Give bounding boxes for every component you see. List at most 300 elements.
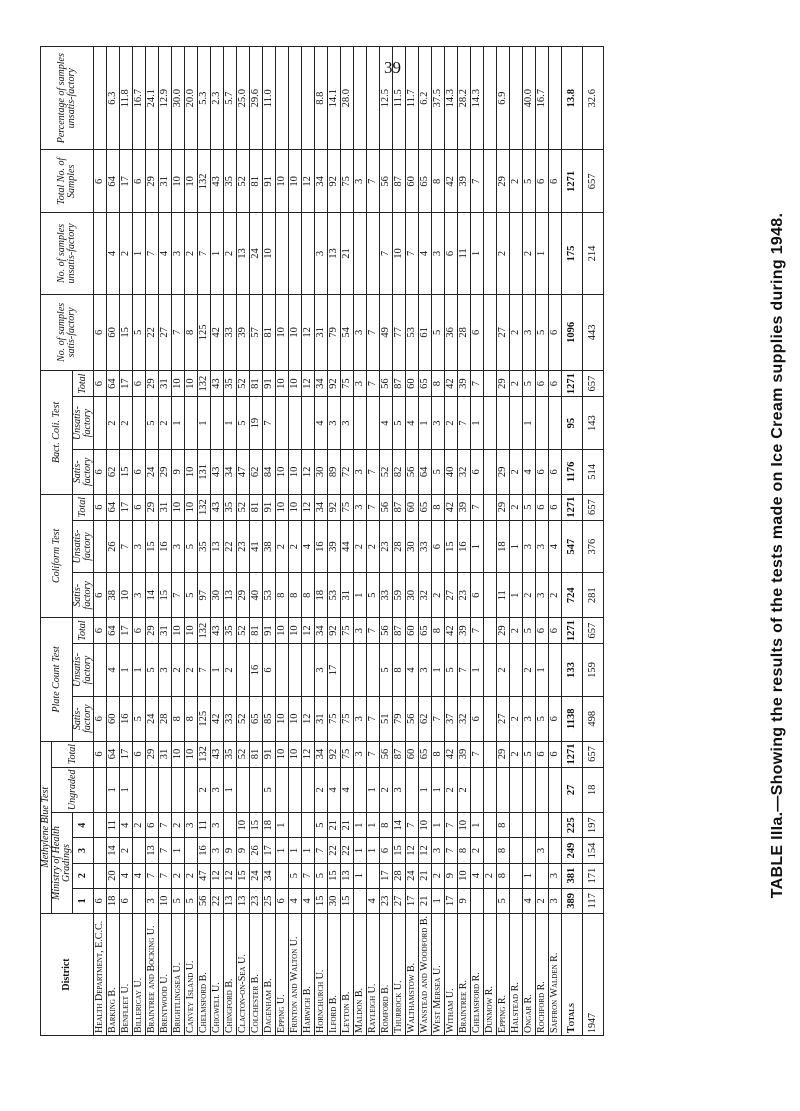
cell-g1: 5 bbox=[172, 888, 185, 913]
cell-pt: 1271 bbox=[562, 618, 583, 644]
cell-ct: 65 bbox=[419, 494, 432, 520]
cell-bt: 35 bbox=[224, 371, 237, 397]
cell-bs: 24 bbox=[146, 450, 159, 495]
cell-g1: 1 bbox=[432, 888, 445, 913]
district-name bbox=[120, 913, 133, 1035]
cell-nt: 42 bbox=[445, 150, 458, 213]
district-name bbox=[107, 913, 120, 1035]
cell-ug bbox=[471, 767, 484, 813]
cell-cs: 97 bbox=[198, 573, 211, 618]
cell-pt: 12 bbox=[302, 618, 315, 644]
table-row bbox=[198, 47, 211, 1036]
cell-g1: 4 bbox=[302, 888, 315, 913]
cell-pu bbox=[367, 644, 380, 697]
cell-bs: 6 bbox=[471, 450, 484, 495]
cell-ug bbox=[172, 767, 185, 813]
cell-ug: 4 bbox=[341, 767, 354, 813]
cell-bu: 7 bbox=[263, 397, 276, 450]
cell-nt: 6 bbox=[536, 150, 549, 213]
cell-nu: 3 bbox=[432, 213, 445, 294]
cell-ct: 6 bbox=[133, 494, 146, 520]
cell-nt: 6 bbox=[549, 150, 562, 213]
district-label: West Mersea U. bbox=[432, 965, 443, 1033]
cell-bt: 17 bbox=[120, 371, 133, 397]
cell-g3: 9 bbox=[237, 838, 250, 863]
cell-g3: 22 bbox=[341, 838, 354, 863]
cell-nt: 6 bbox=[133, 150, 146, 213]
cell-bt: 6 bbox=[549, 371, 562, 397]
cell-ug bbox=[510, 767, 523, 813]
cell-pt: 65 bbox=[419, 618, 432, 644]
district-label: Leyton B. bbox=[341, 991, 352, 1033]
cell-bs: 34 bbox=[224, 450, 237, 495]
cell-pt: 56 bbox=[380, 618, 393, 644]
cell-pu: 5 bbox=[146, 644, 159, 697]
cell-bu bbox=[484, 397, 497, 450]
cell-nu: 1 bbox=[536, 213, 549, 294]
cell-g3 bbox=[133, 838, 146, 863]
cell-ct: 2 bbox=[510, 494, 523, 520]
cell-bt: 657 bbox=[583, 371, 604, 397]
cell-bt: 43 bbox=[211, 371, 224, 397]
cell-bu bbox=[497, 397, 510, 450]
cell-g4 bbox=[510, 813, 523, 838]
cell-bu: 1 bbox=[198, 397, 211, 450]
cell-bs: 6 bbox=[536, 450, 549, 495]
cell-ps: 33 bbox=[224, 696, 237, 741]
cell-pu: 159 bbox=[583, 644, 604, 697]
cell-cs: 13 bbox=[224, 573, 237, 618]
cell-t: 92 bbox=[328, 741, 341, 767]
cell-g2: 15 bbox=[328, 863, 341, 888]
cell-g1: 23 bbox=[250, 888, 263, 913]
table-row bbox=[354, 47, 367, 1036]
cell-nu bbox=[549, 213, 562, 294]
cell-pc: 6.2 bbox=[419, 47, 432, 150]
cell-ns bbox=[484, 294, 497, 370]
cell-pt: 6 bbox=[549, 618, 562, 644]
table-row bbox=[510, 47, 523, 1036]
cell-ct: 87 bbox=[393, 494, 406, 520]
district-name bbox=[380, 913, 393, 1035]
cell-bu: 5 bbox=[237, 397, 250, 450]
cell-pu: 3 bbox=[419, 644, 432, 697]
cell-cu: 22 bbox=[224, 520, 237, 573]
cell-cu: 39 bbox=[328, 520, 341, 573]
cell-pt: 8 bbox=[432, 618, 445, 644]
district-label: Harwich B. bbox=[302, 986, 313, 1033]
cell-ps: 498 bbox=[583, 696, 604, 741]
cell-g1: 3 bbox=[146, 888, 159, 913]
district-label: Chingford B. bbox=[224, 978, 235, 1033]
cell-g3: 7 bbox=[445, 838, 458, 863]
cell-bs: 6 bbox=[549, 450, 562, 495]
cell-g2: 17 bbox=[380, 863, 393, 888]
cell-pu: 5 bbox=[445, 644, 458, 697]
cell-cu: 23 bbox=[237, 520, 250, 573]
cell-ug: 2 bbox=[445, 767, 458, 813]
cell-bs: 5 bbox=[432, 450, 445, 495]
cell-bt: 10 bbox=[185, 371, 198, 397]
cell-g4: 8 bbox=[497, 813, 510, 838]
cell-cu: 18 bbox=[497, 520, 510, 573]
cell-nt: 7 bbox=[367, 150, 380, 213]
cell-bu: 3 bbox=[341, 397, 354, 450]
cell-g3: 1 bbox=[172, 838, 185, 863]
cell-ug: 1 bbox=[107, 767, 120, 813]
table-caption: TABLE IIIa.—Showing the results of the tests made on Ice Cream supplies during 1948. bbox=[769, 212, 786, 899]
cell-ug: 1 bbox=[419, 767, 432, 813]
district-label: Saffron Walden R. bbox=[549, 952, 560, 1033]
cell-bt: 81 bbox=[250, 371, 263, 397]
cell-g4 bbox=[224, 813, 237, 838]
cell-nu: 175 bbox=[562, 213, 583, 294]
cell-cs: 5 bbox=[185, 573, 198, 618]
district-label: Chigwell U. bbox=[211, 982, 222, 1033]
cell-nt: 29 bbox=[497, 150, 510, 213]
cell-pt: 5 bbox=[523, 618, 536, 644]
cell-g4: 15 bbox=[250, 813, 263, 838]
cell-ns: 7 bbox=[367, 294, 380, 370]
cell-ns: 15 bbox=[120, 294, 133, 370]
cell-ct: 10 bbox=[276, 494, 289, 520]
cell-g2: 4 bbox=[471, 863, 484, 888]
cell-g2: 47 bbox=[198, 863, 211, 888]
cell-g1: 117 bbox=[583, 888, 604, 913]
cell-ct: 29 bbox=[497, 494, 510, 520]
cell-g2: 2 bbox=[432, 863, 445, 888]
cell-nt: 29 bbox=[146, 150, 159, 213]
cell-ns: 1096 bbox=[562, 294, 583, 370]
cell-nu: 2 bbox=[120, 213, 133, 294]
district-name bbox=[523, 913, 536, 1035]
cell-g2: 13 bbox=[341, 863, 354, 888]
cell-bs: 29 bbox=[159, 450, 172, 495]
cell-bs: 89 bbox=[328, 450, 341, 495]
cell-nu: 4 bbox=[159, 213, 172, 294]
cell-cs: 8 bbox=[276, 573, 289, 618]
cell-pc: 16.7 bbox=[536, 47, 549, 150]
cell-bs: 82 bbox=[393, 450, 406, 495]
cell-nu: 13 bbox=[237, 213, 250, 294]
cell-bu bbox=[276, 397, 289, 450]
cell-ug bbox=[276, 767, 289, 813]
cell-ct: 35 bbox=[224, 494, 237, 520]
cell-pu bbox=[549, 644, 562, 697]
cell-bu bbox=[185, 397, 198, 450]
cell-ns: 61 bbox=[419, 294, 432, 370]
cell-ct: 17 bbox=[120, 494, 133, 520]
cell-g3: 9 bbox=[224, 838, 237, 863]
cell-ps: 32 bbox=[458, 696, 471, 741]
cell-nu: 21 bbox=[341, 213, 354, 294]
cell-nu: 2 bbox=[224, 213, 237, 294]
cell-ns: 6 bbox=[94, 294, 107, 370]
cell-nt: 64 bbox=[107, 150, 120, 213]
cell-ct: 31 bbox=[159, 494, 172, 520]
district-label: Thurrock U. bbox=[393, 980, 404, 1033]
cell-g1: 4 bbox=[289, 888, 302, 913]
cell-bs: 72 bbox=[341, 450, 354, 495]
cell-nu: 10 bbox=[393, 213, 406, 294]
cell-g1: 4 bbox=[367, 888, 380, 913]
cell-t: 43 bbox=[211, 741, 224, 767]
cell-t: 10 bbox=[289, 741, 302, 767]
cell-pt: 39 bbox=[458, 618, 471, 644]
cell-ct: 64 bbox=[107, 494, 120, 520]
cell-g1: 22 bbox=[211, 888, 224, 913]
cell-t: 52 bbox=[237, 741, 250, 767]
cell-ns: 10 bbox=[289, 294, 302, 370]
cell-bs: 4 bbox=[523, 450, 536, 495]
cell-bt: 132 bbox=[198, 371, 211, 397]
cell-g2: 15 bbox=[237, 863, 250, 888]
cell-ns: 57 bbox=[250, 294, 263, 370]
cell-pc: 14.1 bbox=[328, 47, 341, 150]
cell-nt: 10 bbox=[172, 150, 185, 213]
cell-g3: 3 bbox=[211, 838, 224, 863]
cell-nu bbox=[276, 213, 289, 294]
cell-bu: 143 bbox=[583, 397, 604, 450]
cell-g1: 9 bbox=[458, 888, 471, 913]
cell-cu: 3 bbox=[133, 520, 146, 573]
table-row bbox=[458, 47, 471, 1036]
cell-bu bbox=[367, 397, 380, 450]
district-name bbox=[536, 913, 549, 1035]
cell-bs: 15 bbox=[120, 450, 133, 495]
cell-nt: 91 bbox=[263, 150, 276, 213]
cell-g1: 15 bbox=[315, 888, 328, 913]
cell-nt: 17 bbox=[120, 150, 133, 213]
cell-t: 81 bbox=[250, 741, 263, 767]
cell-pc: 11.5 bbox=[393, 47, 406, 150]
cell-ps: 16 bbox=[120, 696, 133, 741]
district-name bbox=[445, 913, 458, 1035]
plate-unsatisfactory-header: Unsatis-factory bbox=[73, 644, 94, 697]
cell-g2: 34 bbox=[263, 863, 276, 888]
cell-t: 64 bbox=[107, 741, 120, 767]
cell-bs: 3 bbox=[354, 450, 367, 495]
cell-g1: 21 bbox=[419, 888, 432, 913]
cell-nu: 7 bbox=[198, 213, 211, 294]
cell-bu: 3 bbox=[432, 397, 445, 450]
coliform-satisfactory-header: Satis-factory bbox=[73, 573, 94, 618]
cell-bs: 10 bbox=[276, 450, 289, 495]
cell-ps: 8 bbox=[172, 696, 185, 741]
cell-g4 bbox=[549, 813, 562, 838]
cell-bt: 34 bbox=[315, 371, 328, 397]
cell-g1: 25 bbox=[263, 888, 276, 913]
cell-g4 bbox=[523, 813, 536, 838]
cell-nu bbox=[510, 213, 523, 294]
cell-bu bbox=[510, 397, 523, 450]
cell-pt: 10 bbox=[172, 618, 185, 644]
cell-g3: 12 bbox=[419, 838, 432, 863]
cell-bu: 5 bbox=[393, 397, 406, 450]
cell-pt: 91 bbox=[263, 618, 276, 644]
page-number: 39 bbox=[384, 58, 401, 77]
cell-cs: 29 bbox=[237, 573, 250, 618]
plate-total-header: Total bbox=[73, 618, 94, 644]
cell-nt: 7 bbox=[471, 150, 484, 213]
cell-bu bbox=[302, 397, 315, 450]
cell-bt: 6 bbox=[133, 371, 146, 397]
cell-ct: 75 bbox=[341, 494, 354, 520]
cell-ns: 22 bbox=[146, 294, 159, 370]
cell-ps: 7 bbox=[367, 696, 380, 741]
cell-pt: 29 bbox=[497, 618, 510, 644]
cell-ug bbox=[94, 767, 107, 813]
cell-bs: 131 bbox=[198, 450, 211, 495]
cell-ug bbox=[237, 767, 250, 813]
cell-ns: 3 bbox=[523, 294, 536, 370]
cell-g2 bbox=[510, 863, 523, 888]
district-name bbox=[393, 913, 406, 1035]
cell-bu: 19 bbox=[250, 397, 263, 450]
table-row bbox=[120, 47, 133, 1036]
cell-bu: 2 bbox=[107, 397, 120, 450]
cell-cs: 15 bbox=[159, 573, 172, 618]
cell-g2: 1 bbox=[354, 863, 367, 888]
cell-g2: 5 bbox=[315, 863, 328, 888]
cell-ps: 52 bbox=[237, 696, 250, 741]
cell-ct: 12 bbox=[302, 494, 315, 520]
cell-g4 bbox=[302, 813, 315, 838]
cell-nt: 657 bbox=[583, 150, 604, 213]
cell-cu bbox=[94, 520, 107, 573]
cell-pt: 81 bbox=[250, 618, 263, 644]
cell-g3: 154 bbox=[583, 838, 604, 863]
cell-ug bbox=[523, 767, 536, 813]
cell-ug bbox=[159, 767, 172, 813]
cell-t: 6 bbox=[549, 741, 562, 767]
cell-cs: 3 bbox=[133, 573, 146, 618]
cell-g1: 4 bbox=[523, 888, 536, 913]
coliform-unsatisfactory-header: Unsatis-factory bbox=[73, 520, 94, 573]
cell-cs: 30 bbox=[406, 573, 419, 618]
district-label: Totals bbox=[566, 1003, 577, 1033]
cell-g1: 30 bbox=[328, 888, 341, 913]
cell-ps: 31 bbox=[315, 696, 328, 741]
cell-bt: 5 bbox=[523, 371, 536, 397]
cell-g4: 3 bbox=[211, 813, 224, 838]
cell-pu: 3 bbox=[315, 644, 328, 697]
district-name bbox=[237, 913, 250, 1035]
cell-cu: 33 bbox=[419, 520, 432, 573]
cell-ps: 2 bbox=[510, 696, 523, 741]
cell-nu: 1 bbox=[133, 213, 146, 294]
district-name bbox=[302, 913, 315, 1035]
district-label: Benfleet U. bbox=[120, 983, 131, 1033]
cell-ps: 8 bbox=[185, 696, 198, 741]
cell-cu: 3 bbox=[172, 520, 185, 573]
cell-g3 bbox=[549, 838, 562, 863]
cell-pc: 2.3 bbox=[211, 47, 224, 150]
cell-nu: 214 bbox=[583, 213, 604, 294]
cell-pt: 3 bbox=[354, 618, 367, 644]
cell-t: 12 bbox=[302, 741, 315, 767]
cell-g4: 1 bbox=[354, 813, 367, 838]
cell-cu: 16 bbox=[315, 520, 328, 573]
cell-bs: 6 bbox=[133, 450, 146, 495]
district-name bbox=[185, 913, 198, 1035]
cell-pu: 17 bbox=[328, 644, 341, 697]
cell-ug: 2 bbox=[315, 767, 328, 813]
cell-nt: 3 bbox=[354, 150, 367, 213]
bact-coli-header: Bact. Coli. Test bbox=[41, 371, 73, 494]
cell-bs bbox=[484, 450, 497, 495]
cell-pu: 2 bbox=[224, 644, 237, 697]
cell-t: 5 bbox=[523, 741, 536, 767]
cell-nu: 10 bbox=[263, 213, 276, 294]
cell-g2: 1 bbox=[523, 863, 536, 888]
cell-ug: 3 bbox=[211, 767, 224, 813]
cell-cu: 3 bbox=[536, 520, 549, 573]
cell-bs: 10 bbox=[289, 450, 302, 495]
cell-cu: 547 bbox=[562, 520, 583, 573]
cell-nt: 8 bbox=[432, 150, 445, 213]
cell-nt: 10 bbox=[185, 150, 198, 213]
district-label: Frinton and Walton U. bbox=[289, 936, 300, 1033]
cell-ps: 79 bbox=[393, 696, 406, 741]
cell-bu bbox=[94, 397, 107, 450]
cell-cs: 27 bbox=[445, 573, 458, 618]
bact-satisfactory-header: Satis-factory bbox=[73, 450, 94, 495]
cell-ps: 75 bbox=[341, 696, 354, 741]
cell-pu: 7 bbox=[458, 644, 471, 697]
cell-cu: 38 bbox=[263, 520, 276, 573]
table-row bbox=[549, 47, 562, 1036]
cell-g2: 381 bbox=[562, 863, 583, 888]
cell-ug bbox=[289, 767, 302, 813]
coliform-header: Coliform Test bbox=[41, 494, 73, 617]
cell-g1: 17 bbox=[406, 888, 419, 913]
table-row bbox=[237, 47, 250, 1036]
cell-t: 31 bbox=[159, 741, 172, 767]
cell-g4: 18 bbox=[263, 813, 276, 838]
cell-ps: 56 bbox=[406, 696, 419, 741]
cell-nt: 34 bbox=[315, 150, 328, 213]
cell-ns: 33 bbox=[224, 294, 237, 370]
table-row bbox=[419, 47, 432, 1036]
district-name bbox=[562, 913, 583, 1035]
cell-g1: 2 bbox=[536, 888, 549, 913]
cell-nt: 5 bbox=[523, 150, 536, 213]
cell-pt: 52 bbox=[237, 618, 250, 644]
table-row bbox=[159, 47, 172, 1036]
table-row bbox=[94, 47, 107, 1036]
cell-ns: 8 bbox=[185, 294, 198, 370]
cell-ps: 51 bbox=[380, 696, 393, 741]
grade-3-header: 3 bbox=[73, 838, 94, 863]
cell-cu: 13 bbox=[211, 520, 224, 573]
table-row bbox=[250, 47, 263, 1036]
cell-ct: 91 bbox=[263, 494, 276, 520]
cell-ns: 6 bbox=[471, 294, 484, 370]
cell-cu: 4 bbox=[549, 520, 562, 573]
cell-pt: 42 bbox=[445, 618, 458, 644]
district-name bbox=[583, 913, 604, 1035]
cell-bt: 39 bbox=[458, 371, 471, 397]
cell-pc: 12.5 bbox=[380, 47, 393, 150]
grade-2-header: 2 bbox=[73, 863, 94, 888]
cell-g4: 5 bbox=[315, 813, 328, 838]
cell-ns: 27 bbox=[159, 294, 172, 370]
cell-ct: 43 bbox=[211, 494, 224, 520]
cell-ug: 3 bbox=[393, 767, 406, 813]
cell-pt: 132 bbox=[198, 618, 211, 644]
no-unsatisfactory-header: No. of samples unsatis-factory bbox=[41, 213, 94, 294]
